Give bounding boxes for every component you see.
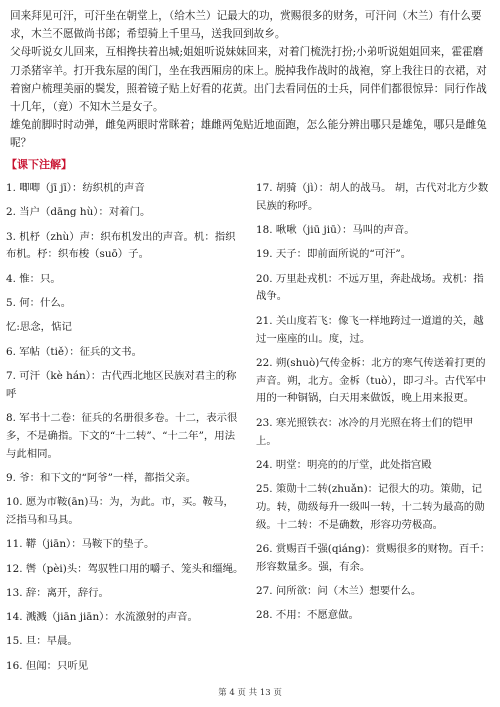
note-item: 20. 万里赴戎机：不远万里，奔赴战场。戎机：指战争。 bbox=[256, 272, 484, 303]
note-item: 6. 军帖（tiě）：征兵的文书。 bbox=[6, 345, 142, 358]
intro-paragraph-1: 回来拜见可汗，可汗坐在朝堂上，（给木兰）记最大的功，赏赐很多的财务，可汗问（木兰）有什么要求，木兰不愿做尚书郎；希望骑上千里马，送我回到故乡。 bbox=[10, 10, 482, 41]
note-item: 16. 但闻：只听见 bbox=[6, 659, 89, 672]
note-item: 26. 赏赐百千强(qiáng)：赏赐很多的财物。百千：形容数量多。强，有余。 bbox=[256, 543, 491, 573]
note-item: 22. 朔(shuò)气传金柝：北方的寒气传送着打更的声音。朔，北方。金柝（tuò），即刁斗。古代军中用的一种铜锅，白天用来做饭，晚上用来报更。 bbox=[256, 356, 487, 405]
note-item: 17. 胡骑（jì）：胡人的战马。 胡，古代对北方少数民族的称呼。 bbox=[256, 182, 489, 212]
notes-right-column bbox=[256, 180, 494, 632]
note-item: 忆:思念，惦记 bbox=[6, 321, 72, 334]
note-item: 7. 可汗（kè hán）：古代西北地区民族对君主的称呼 bbox=[6, 369, 237, 400]
note-item: 23. 寒光照铁衣：冰冷的月光照在将士们的铠甲上。 bbox=[256, 416, 474, 447]
note-item: 21. 关山度若飞：像飞一样地跨过一道道的关，越过一座座的山。度，过。 bbox=[256, 314, 484, 345]
note-item: 19. 天子：即前面所说的“可汗”。 bbox=[256, 248, 412, 261]
note-item: 13. 辞：离开，辞行。 bbox=[6, 586, 109, 599]
note-item: 10. 愿为市鞍(ān)马：为，为此。市，买。鞍马，泛指马和马具。 bbox=[6, 496, 234, 526]
note-item: 8. 军书十二卷：征兵的名册很多卷。十二，表示很多，不是确指。下文的“十二转”、“十二年”，用法与此相同。 bbox=[6, 411, 238, 460]
note-item: 24. 明堂：明亮的的厅堂，此处指宫殿 bbox=[256, 458, 432, 471]
note-item: 25. 策勋十二转(zhuǎn)：记很大的功。策勋，记功。转，勋级每升一级叫一转，十二转为最高的勋级。十二转：不是确数，形容功劳极高。 bbox=[256, 483, 485, 531]
note-item: 14. 溅溅（jiān jiān）：水流激射的声音。 bbox=[6, 611, 198, 624]
note-item: 4. 惟：只。 bbox=[6, 272, 61, 285]
note-item: 27. 问所欲：问（木兰）想要什么。 bbox=[256, 585, 422, 598]
note-item: 11. 鞯（jiān）：马鞍下的垫子。 bbox=[6, 538, 155, 551]
note-item: 5. 何：什么。 bbox=[6, 296, 72, 309]
notes-left-column bbox=[6, 180, 244, 682]
note-item: 28. 不用：不愿意做。 bbox=[256, 609, 359, 622]
intro-paragraph-2: 父母听说女儿回来，互相搀扶着出城;姐姐听说妹妹回来，对着门梳洗打扮;小弟听说姐姐回来，霍霍磨刀杀猪宰羊。打开我东屋的闺门，坐在我西厢房的床上。脱掉我作战时的战袍，穿上我往日的衣裙，对着窗户梳理美丽的鬓发，照着镜子贴上好看的花黄。出门去看同伍的士兵，同伴们都很惊异：同行作战十几年，（竟）不知木兰是女子。 bbox=[10, 46, 487, 114]
note-item: 3. 机杼（zhù）声：织布机发出的声音。机：指织布机。杼：织布梭（suō）子。 bbox=[6, 230, 236, 261]
page-footer: 第 4 页 共 13 页 bbox=[218, 688, 282, 698]
note-item: 18. 啾啾（jiū jiū）：马叫的声音。 bbox=[256, 224, 415, 237]
intro-paragraph-3: 雄兔前脚时时动弹，雌兔两眼时常眯着；雄雌两兔贴近地面跑，怎么能分辨出哪只是雄兔，哪只是雌兔呢？ bbox=[10, 119, 487, 150]
note-item: 9. 爷：和下文的“阿爷”一样，都指父亲。 bbox=[6, 471, 197, 484]
intro-translation bbox=[10, 7, 492, 153]
section-heading: 【课下注解】 bbox=[6, 158, 72, 171]
note-item: 15. 旦：早晨。 bbox=[6, 635, 78, 648]
note-item: 2. 当户（dāng hù）：对着门。 bbox=[6, 206, 151, 219]
note-item: 1. 唧唧（jī jī）：纺织机的声音 bbox=[6, 182, 145, 194]
note-item: 12. 辔（pèi)头：驾驭牲口用的嚼子、笼头和缰绳。 bbox=[6, 562, 244, 575]
